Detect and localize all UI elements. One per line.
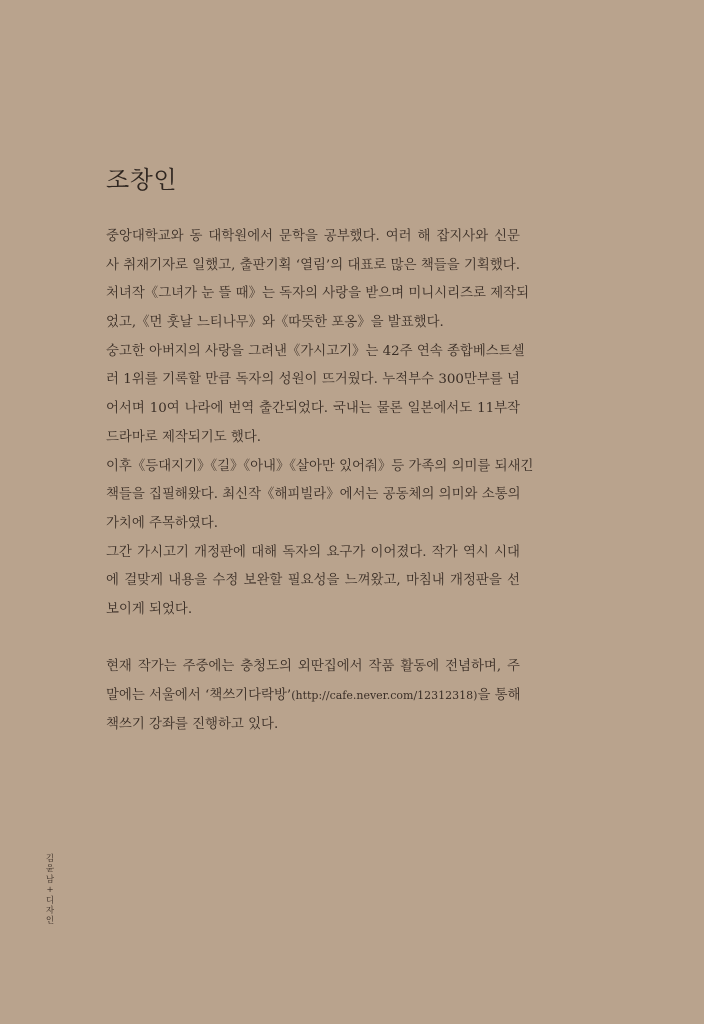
credit-char: 인 [45,916,55,927]
credit-char: + [46,885,54,896]
bio-line: 이후《등대지기》《길》《아내》《살아만 있어줘》등 가족의 의미를 되새긴 [106,458,534,474]
credit-char: 자 [45,906,55,917]
bio-line: 숭고한 아버지의 사랑을 그려낸《가시고기》는 42주 연속 종합베스트셀 [106,343,525,359]
bio-line: 책들을 집필해왔다. 최신작《해피빌라》에서는 공동체의 의미와 소통의 [106,487,521,503]
bio-line: 드라마로 제작되기도 했다. [106,429,262,445]
design-credit [44,854,56,927]
bio-line: 중앙대학교와 동 대학원에서 문학을 공부했다. 여러 해 잡지사와 신문 [106,229,520,244]
bio-line: 에 걸맞게 내용을 수정 보완할 필요성을 느껴왔고, 마침내 개정판을 선 [106,573,520,589]
cafe-url: (http://cafe.never.com/12312318) [291,689,478,702]
paragraph-spacer [106,625,520,654]
author-bio [106,223,534,739]
bio-line: 러 1위를 기록할 만큼 독자의 성원이 뜨거웠다. 누적부수 300만부를 넘 [106,372,520,388]
bio-line: 사 취재기자로 일했고, 출판기획 ‘열림’의 대표로 많은 책들을 기획했다. [106,257,520,273]
credit-char: 윤 [45,864,55,875]
bio-line: 처녀작《그녀가 눈 뜰 때》는 독자의 사랑을 받으며 미니시리즈로 제작되 [106,286,530,302]
bio-line: 가치에 주목하였다. [106,515,218,531]
credit-char: 남 [45,874,55,885]
bio-line-with-url [106,682,520,711]
bio-line: 어서며 10여 나라에 번역 출간되었다. 국내는 물론 일본에서도 11부작 [106,401,520,417]
bio-line: 현재 작가는 주중에는 충청도의 외딴집에서 작품 활동에 전념하며, 주 [106,659,520,675]
bio-line: 보이게 되었다. [106,601,193,617]
bio-line: 었고,《먼 훗날 느티나무》와《따뜻한 포옹》을 발표했다. [106,315,444,331]
author-name: 조창인 [106,166,178,194]
bio-line: 책쓰기 강좌를 진행하고 있다. [106,716,279,732]
credit-char: 김 [45,854,55,864]
bio-line: 그간 가시고기 개정판에 대해 독자의 요구가 이어졌다. 작가 역시 시대 [106,544,520,560]
bio-text: 을 통해 [477,688,521,703]
credit-char: 디 [45,895,55,906]
bio-text: 말에는 서울에서 ‘책쓰기다락방’ [106,688,292,703]
